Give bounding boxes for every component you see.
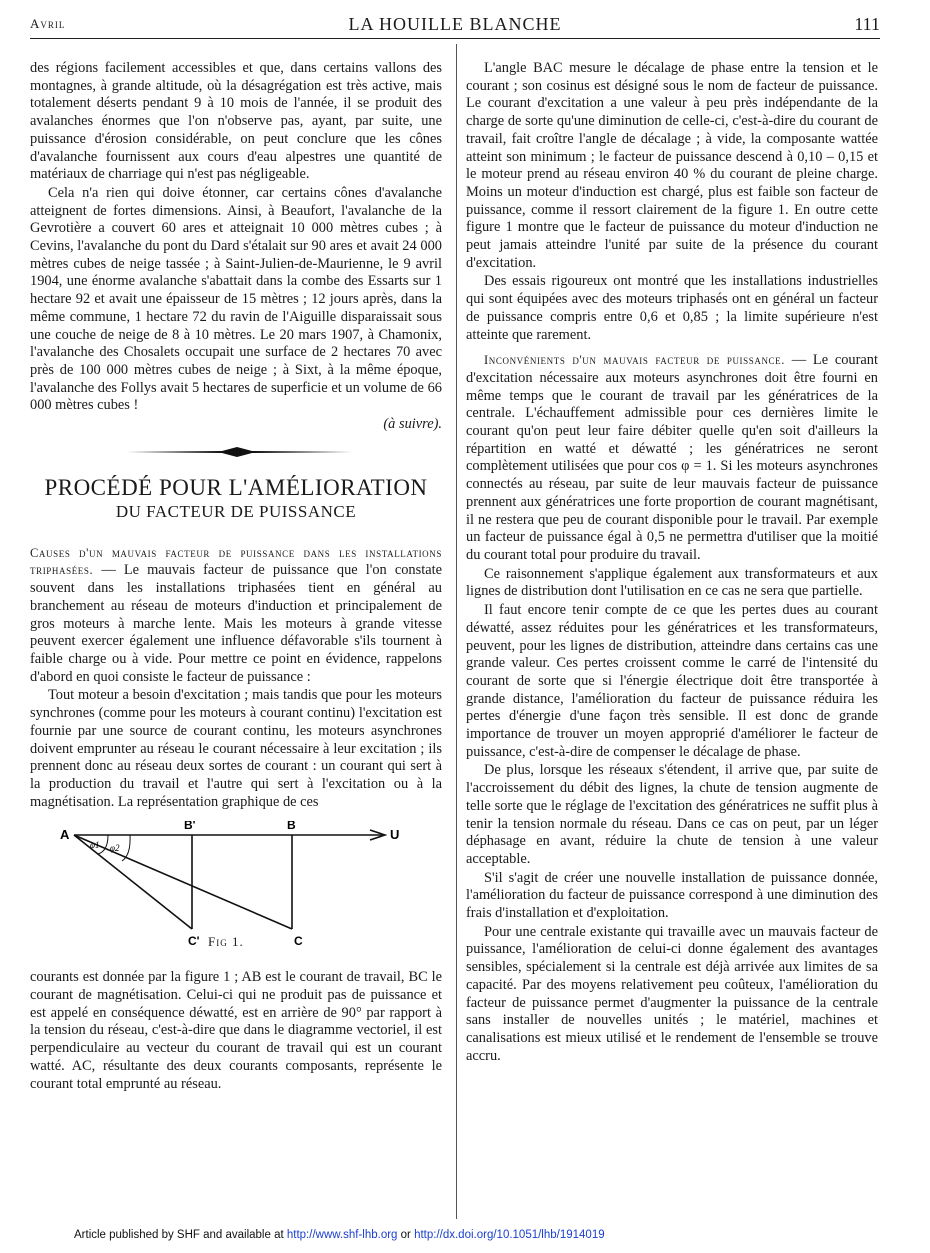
header-month: Avril [30, 16, 66, 31]
paragraph-excitation: Tout moteur a besoin d'excitation ; mais tandis que pour les moteurs synchrones (comme pour les moteurs à courant continu) l'excitation est fournie par une source de courant continu, les moteurs asynchrones doivent emprunter au réseau le courant nécessaire à leur excitation ; ils prennent donc au réseau deux sortes de courant : un courant qui sert à la production du travail et l'autre qui sert à l'excitation ou à la magnétisation. La représentation graphique de ces [30, 687, 442, 810]
section-causes-text: — Le mauvais facteur de puissance que l'on constate souvent dans les installations triphasées tient en général au branchement au réseau de moteurs d'induction et principalement de gros moteurs à marche lente. Mais les moteurs à grande vitesse peuvent exercer également une influence défavorable s'ils tournent à faible charge ou à vide. Pour mettre ce point en évidence, rappelons d'abord en quoi consiste le facteur de puissance : [30, 562, 442, 685]
paragraph-reseaux: De plus, lorsque les réseaux s'étendent, il arrive que, par suite de l'accroissement du débit des lignes, la chute de tension augmente de telle sorte que le réglage de l'excitation des génératrices ne suffit plus à tenir la tension normale du réseau. Dans ce cas on peut, par un léger déphasage en avant, réduire la chute de tension à une valeur acceptable. [466, 762, 878, 867]
intro-paragraph-2: Cela n'a rien qui doive étonner, car certains cônes d'avalanche atteignent de fortes dimensions. Ainsi, à Beaufort, l'avalanche de la Gevrotière a couvert 60 ares et atteignait 10 000 mètres cubes ; à Cevins, l'avalanche du pont du Dard s'étalait sur 90 ares et avait 24 000 mètres cubes de neige tassée ; à Saint-Julien-de-Maurienne, le 9 avril 1904, une énorme avalanche s'abattait dans la combe des Essarts sur 1 hectare 92 et avait une épaisseur de 15 mètres ; 12 jours après, dans la même commune, 1 hectare 72 du ravin de l'Aiguille disparaissait sous une couche de neige de 8 à 10 mètres. Le 20 mars 1907, à Chamonix, l'avalanche des Chosalets occupait une surface de 2 hectares 70 avec près de 100 000 mètres cubes de neige ; à Sixt, à la même époque, l'avalanche des Follys avait 5 hectares de superficie et un volume de 66 000 mètres cubes ! [30, 184, 442, 414]
a-suivre: (à suivre). [383, 416, 442, 433]
label-c: C [294, 934, 303, 949]
article-subtitle: DU FACTEUR DE PUISSANCE [115, 501, 357, 521]
paragraph-nouvelle-installation: S'il s'agit de créer une nouvelle installation de puissance donnée, l'amélioration du facteur de puissance correspond à une diminution des frais d'installation et d'exploitation. [466, 869, 878, 922]
figure-1 [30, 821, 442, 961]
page-number: 111 [854, 14, 880, 34]
left-column [30, 60, 442, 1093]
paragraph-pertes: Il faut encore tenir compte de ce que les pertes dues au courant déwatté, assez réduites pour les génératrices et les transformateurs, peuvent, pour les lignes de distribution, atteindre dans certains cas une grande valeur. Ces pertes croissent comme le carré de l'intensité du courant de sorte que si l'énergie électrique doit être transportée à grande distance, l'amélioration du facteur de puissance réduira les pertes d'énergie d'une façon très sensible. Il est donc de grande importance de trouver un moyen approprié d'améliorer le facteur de puissance, c'est-à-dire de compenser le décalage de phase. [466, 602, 878, 760]
journal-title: LA HOUILLE BLANCHE [348, 14, 562, 34]
section-causes [30, 545, 442, 687]
footer-prefix: Article published by SHF and available at [74, 1229, 287, 1241]
publication-footer [74, 1229, 605, 1241]
figure-caption: Fig 1. [208, 934, 244, 950]
column-divider [456, 44, 457, 1219]
running-head [30, 12, 880, 39]
angle-arc-1 [98, 835, 108, 854]
section-inconvenients [466, 352, 878, 564]
section-heading-causes: Causes d'un mauvais facteur de puissance dans les installations triphasées. [30, 545, 442, 578]
right-column [466, 60, 878, 1065]
section-inconvenients-text: — Le courant d'excitation nécessaire aux moteurs asynchrones doit être fourni en même temps que le courant de travail par les génératrices de la centrale. L'échauffement admissible pour ces dernières limite le courant qu'on peut leur faire débiter quelle qu'en soit d'ailleurs la répartition en watté et déwatté ; les génératrices ne seront complètement utilisées que pour cos φ = 1. Si les moteurs asynchrones connectés au réseau, par suite de leur mauvais facteur de puissance prennent aux génératrices une forte proportion de courant magnétisant, il ne restera que peu de courant disponible pour le travail. Par exemple un facteur de puissance égal à 0,5 ne permettra d'utiliser que la moitié du courant total pour produire du travail. [466, 352, 878, 563]
paragraph-transformateurs: Ce raisonnement s'applique également aux transformateurs et aux lignes de distribution dont l'utilisation en ce cas ne sera que partielle. [466, 565, 878, 600]
angle-arc-2 [122, 835, 130, 861]
label-u: U [390, 827, 400, 843]
label-phi2: φ2 [110, 843, 120, 854]
label-phi1: φ1 [90, 840, 100, 851]
label-b: B [287, 821, 296, 833]
paragraph-essais: Des essais rigoureux ont montré que les installations industrielles qui sont équipées avec des moteurs triphasés ont en général un facteur de puissance compris entre 0,6 et 0,85 ; la limite supérieure n'est atteinte que rarement. [466, 273, 878, 343]
section-heading-inconvenients: Inconvénients d'un mauvais facteur de puissance. [484, 353, 785, 368]
footer-link-doi[interactable]: http://dx.doi.org/10.1051/lhb/1914019 [414, 1229, 605, 1241]
paragraph-centrale-existante: Pour une centrale existante qui travaille avec un mauvais facteur de puissance, l'amélioration de celui-ci donne également des avantages sensibles, spécialement si la centrale est déjà arrivée aux limites de sa capacité. Par des moyens relativement peu coûteux, l'amélioration du facteur de puissance permet d'augmenter la puissance de la centrale sans installer de nouvelles unités ; le matériel, machines et canalisations est mieux utilisé et le rendement de l'ensemble se trouve accru. [466, 923, 878, 1064]
label-c-prime: C' [188, 934, 200, 949]
label-a: A [60, 827, 70, 843]
footer-link-shf[interactable]: http://www.shf-lhb.org [286, 1229, 398, 1241]
paragraph-after-figure: courants est donnée par la figure 1 ; AB est le courant de travail, BC le courant de magnétisation. Celui-ci qui ne produit pas de puissance et est appelé en conséquence déwatté, est en arrière de 90° par rapport à la tension du réseau, c'est-à-dire que dans le diagramme vectoriel, il est perpendiculaire au vecteur du courant de travail qui est un courant watté. AC, résultante des deux courants composants, représente le courant total emprunté au réseau. [30, 969, 442, 1092]
paragraph-angle-bac: L'angle BAC mesure le décalage de phase entre la tension et le courant ; son cosinus est désigné sous le nom de facteur de puissance. Le courant d'excitation a une valeur à peu près indépendante de la charge de sorte qu'une diminution de celle-ci, c'est-à-dire du courant de travail, fait croître l'angle de décalage ; à vide, la composante wattée atteint son minimum ; le facteur de puissance descend à 0,10 – 0,15 et le moteur prend au réseau environ 40 % du courant de pleine charge. Moins un moteur d'induction est chargé, plus est faible son facteur de puissance, comme il ressort clairement de la figure 1. En outre cette figure 1 montre que le facteur de puissance du moteur d'induction ne peut jamais atteindre l'unité par suite de la présence du courant d'excitation. [466, 60, 878, 271]
intro-paragraph-1: des régions facilement accessibles et que, dans certains vallons des montagnes, à grande altitude, où la désagrégation est très active, mais totalement déserts pendant 9 à 10 mois de l'année, il se produit des avalanches énormes que l'on n'observe pas, ayant, par suite, une puissance d'érosion considérable, on peut conclure que les cônes d'avalanche fournissent aux cours d'eau alpestres une quantité de matériaux de charriage qui n'est pas négligeable. [30, 60, 442, 183]
article-title: PROCÉDÉ POUR L'AMÉLIORATION [44, 474, 428, 500]
label-b-prime: B' [184, 821, 196, 833]
vector-ac [74, 835, 292, 929]
ornament-divider [30, 442, 442, 462]
footer-middle: or [397, 1229, 415, 1241]
